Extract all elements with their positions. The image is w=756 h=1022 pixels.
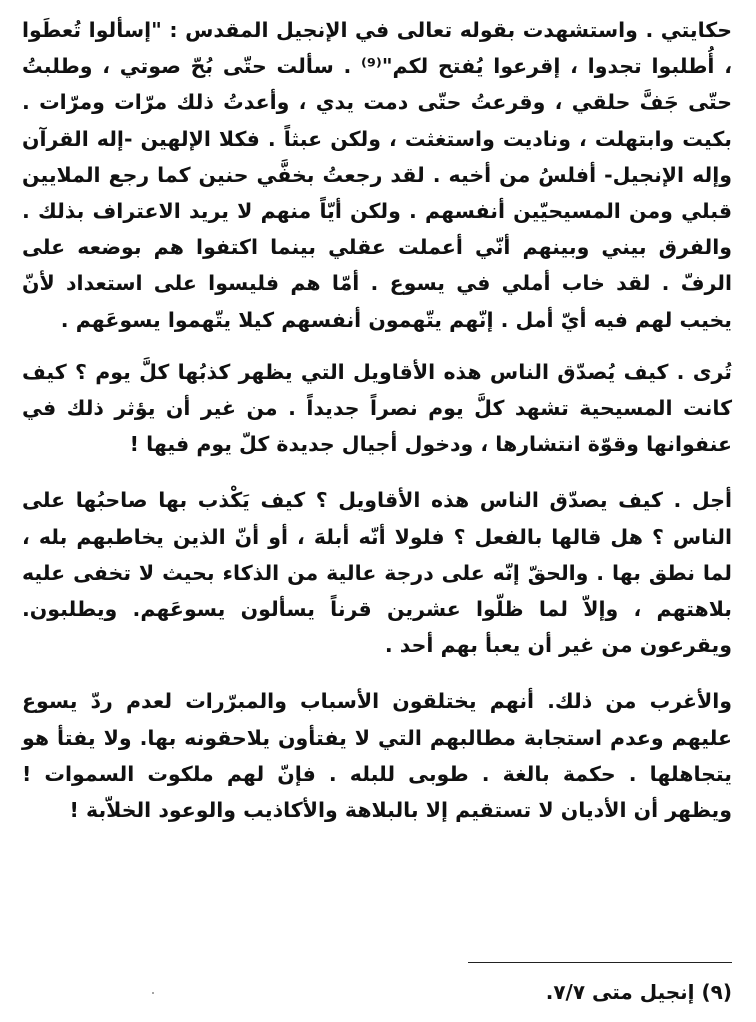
paragraph-3: أجل . كيف يصدّق الناس هذه الأقاويل ؟ كيف يَكْذب بها صاحبُها على الناس ؟ هل قالها بالفعل ؟ فلولا أنّه أبلهَ ، أو أنّ الذين يخاطبهم بله ، لما نطق بها . والحقّ إنّه على درجة عالية من الذكاء بحيث لا تخفى عليه بلاهتهم ، وإلاّ لما ظلّوا عشرين قرناً يسألون يسوعَهم. ويطلبون. ويقرعون من غير أن يعبأ بهم أحد . — [22, 488, 732, 658]
footnote: (٩) إنجيل متى ٧/٧. — [545, 980, 732, 1004]
paragraph-4: والأغرب من ذلك. أنهم يختلقون الأسباب والمبرّرات لعدم ردّ يسوع عليهم وعدم استجابة مطالبهم التي لا يفتأون يلاحقونه بها. ولا يفتأ هو يتجاهلها . حكمة بالغة . طوبى للبله . فإنّ لهم ملكوت السموات ! ويظهر أن الأديان لا تستقيم إلا بالبلاهة والأكاذيب والوعود الخلاّبة ! — [22, 689, 732, 823]
paragraph-2: تُرى . كيف يُصدّق الناس هذه الأقاويل التي يظهر كذبُها كلَّ يوم ؟ كيف كانت المسيحية تشهد كلَّ يوم نصراً جديداً . من غير أن يؤثر ذلك في عنفوانها وقوّة انتشارها ، ودخول أجيال جديدة كلّ يوم فيها ! — [22, 359, 732, 457]
footnote-divider — [468, 962, 732, 963]
scan-speck — [152, 992, 154, 994]
paragraph-1: حكايتي . واستشهدت بقوله تعالى في الإنجيل المقدس : "إسألوا تُعطَوا ، أُطلبوا تجدوا ، إقرعوا يُفتح لكم"⁽⁹⁾ . سألت حتّى بُحّ صوتي ، وطلبتُ حتّى جَفَّ حلقي ، وقرعتُ حتّى دمت يدي ، وأعدتُ ذلك مرّات ومرّات . بكيت وابتهلت ، وناديت واستغثت ، ولكن عبثاً . فكلا الإلهين -إله القرآن وإله الإنجيل- أفلسُ من أخيه . لقد رجعتُ بخفَّي حنين كما رجع الملايين قبلي ومن المسيحيّين أنفسهم . ولكن أيّاً منهم لا يريد الاعتراف بذلك . والفرق بيني وبينهم أنّي أعملت عقلي بينما اكتفوا هم بوضعه على الرفّ . لقد خاب أملي في يسوع . أمّا هم فليسوا على استعداد لأنّ يخيب لهم فيه أيّ أمل . إنّهم يتّهمون أنفسهم كيلا يتّهموا يسوعَهم . — [22, 18, 732, 332]
